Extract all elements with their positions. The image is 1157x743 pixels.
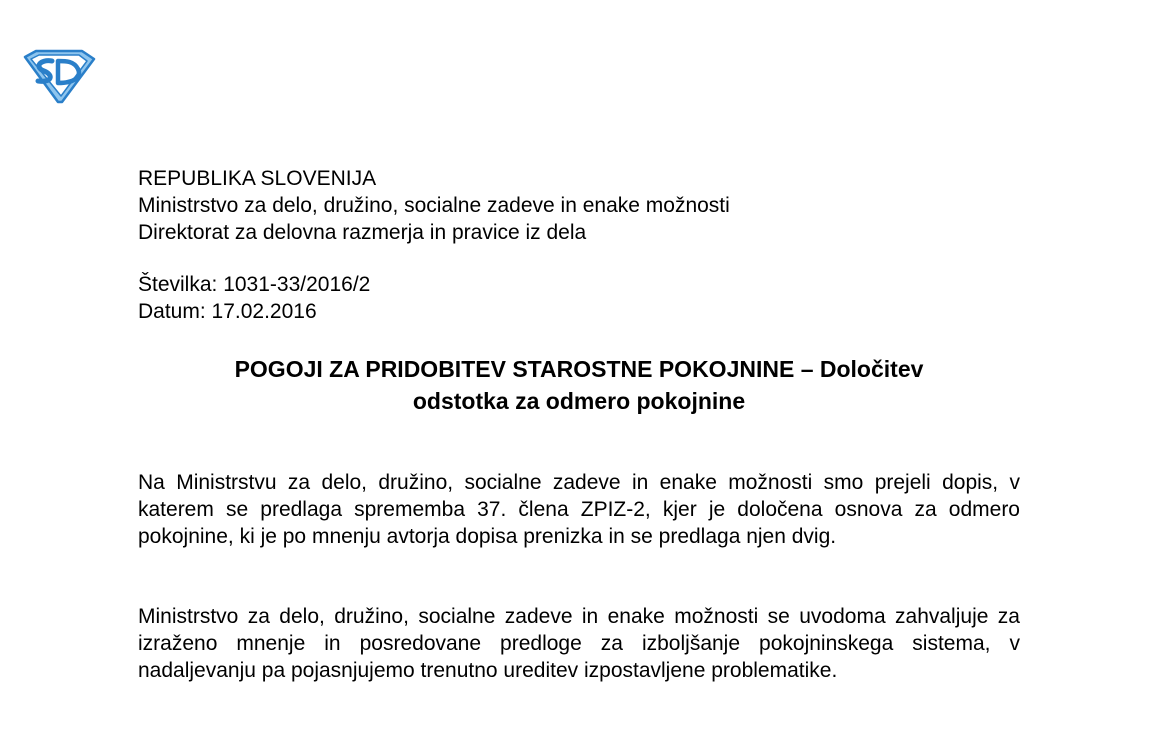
document-number: Številka: 1031-33/2016/2 <box>138 273 371 296</box>
ministry-name: Ministrstvo za delo, družino, socialne zadeve in enake možnosti <box>138 194 730 217</box>
shield-logo-icon <box>22 49 96 104</box>
sender-header <box>138 165 730 246</box>
directorate-name: Direktorat za delovna razmerja in pravice iz dela <box>138 221 587 244</box>
title-line-1: POGOJI ZA PRIDOBITEV STAROSTNE POKOJNINE – Določitev <box>234 356 924 382</box>
body-paragraph-2: Ministrstvo za delo, družino, socialne zadeve in enake možnosti se uvodoma zahvaljuje za izraženo mnenje in posredovane predloge za izboljšanje pokojninskega sistema, v nadaljevanju pa pojasnjujemo trenutno ureditev izpostavljene problematike. <box>138 605 1020 682</box>
ministry-logo <box>22 49 96 104</box>
country-name: REPUBLIKA SLOVENIJA <box>138 167 377 190</box>
document-title <box>138 353 1020 417</box>
body-paragraph-1: Na Ministrstvu za delo, družino, socialne zadeve in enake možnosti smo prejeli dopis, v katerem se predlaga sprememba 37. člena ZPIZ-2, kjer je določena osnova za odmero pokojnine, ki je po mnenju avtorja dopisa prenizka in se predlaga njen dvig. <box>138 471 1020 548</box>
document-date: Datum: 17.02.2016 <box>138 300 317 323</box>
title-line-2: odstotka za odmero pokojnine <box>412 388 746 414</box>
document-reference <box>138 271 370 325</box>
